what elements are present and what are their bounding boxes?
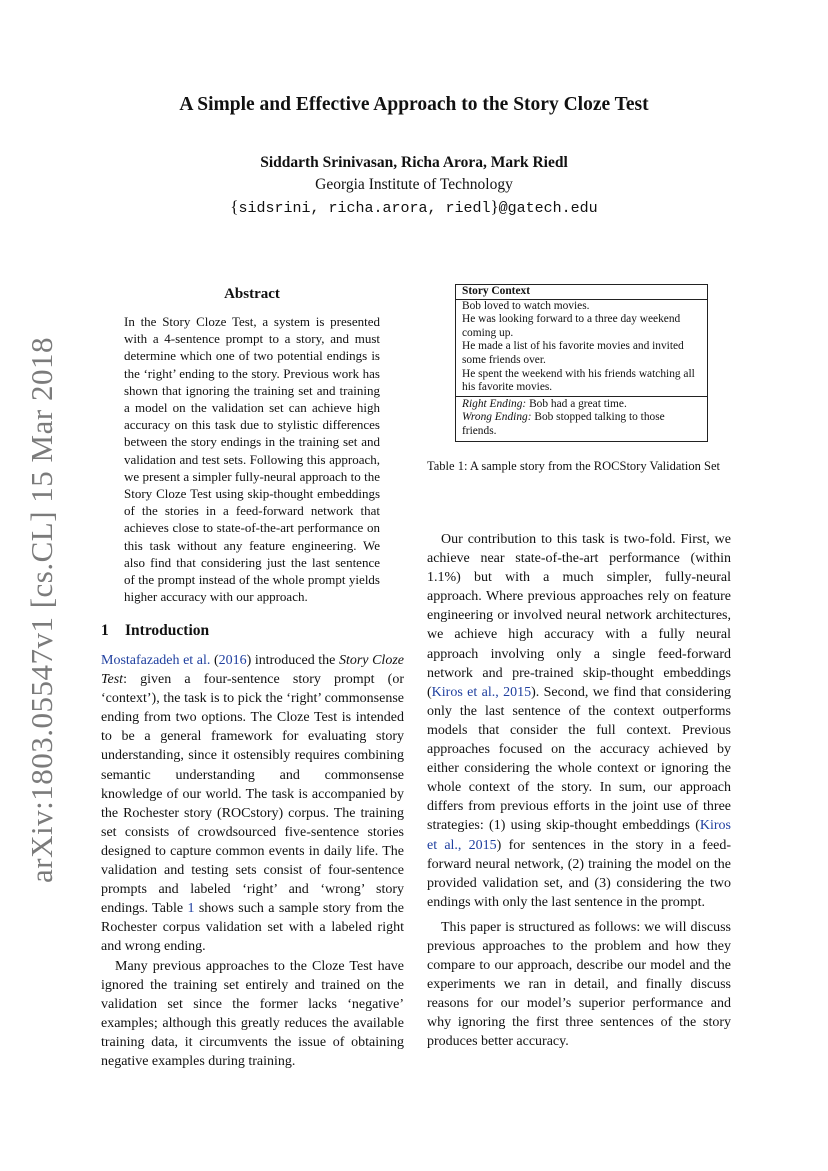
context-line: He spent the weekend with his friends watching all his favorite movies. — [462, 367, 695, 394]
story-table — [455, 284, 708, 442]
intro-paragraph-1 — [101, 651, 404, 957]
table-reference-link[interactable]: 1 — [187, 901, 195, 917]
right-ending — [462, 398, 701, 412]
arxiv-stamp — [17, 337, 67, 883]
context-line: He made a list of his favorite movies and invited some friends over. — [462, 340, 684, 366]
structure-paragraph: This paper is structured as follows: we will discuss previous approaches to the problem and how they compare to our approach, describe our model and the experiments we ran in detail, and finally discuss reasons for our model’s superior performance and why ignoring the first three sentences of the story produces better accuracy. — [427, 919, 731, 1050]
citation-link[interactable]: Kiros et al., 2015 — [431, 684, 532, 700]
intro-text-a: : given a four-sentence story prompt (or ‘context’), the task is to pick the ‘right’ commonsense ending from two options. The Cloze Test is intended to be a general framework for evaluating story understanding, since it ostensibly requires combining semantic understanding and commonsense knowledge of our world. The task is accompanied by the Rochester story (ROCstory) corpus. The training set consists of crowdsourced five-sentence stories designed to capture common events in daily life. The validation and testing sets consist of four-sentence prompts and labeled ‘right’ and ‘wrong’ story endings. Table — [101, 672, 404, 917]
context-line: He was looking forward to a three day weekend coming up. — [462, 313, 681, 339]
left-column-body — [101, 651, 404, 1071]
section-number: 1 — [101, 622, 109, 639]
section-title: Introduction — [125, 622, 210, 639]
email-brace-open: { — [230, 197, 239, 216]
right-column-body — [427, 530, 731, 1052]
contribution-text-a: Our contribution to this task is two-fold. First, we achieve near state-of-the-art performance (within 1.1%) but with a much simpler, fully-neural approach. Where previous approaches rely on feature engineering or involved neural network architectures, we achieve high accuracy with a fully neural approach involving only a single feed-forward network and pre-trained skip-thought embeddings ( — [427, 532, 731, 700]
wrong-ending — [462, 411, 701, 438]
paper-title: A Simple and Effective Approach to the Story Cloze Test — [179, 94, 649, 115]
story-context-cell — [456, 300, 707, 397]
affiliation: Georgia Institute of Technology — [315, 176, 513, 193]
cite-paren-close: ) introduced the — [246, 653, 339, 668]
abstract-heading: Abstract — [224, 286, 280, 302]
email-domain: @gatech.edu — [498, 200, 598, 217]
arxiv-stamp-text: arXiv:1803.05547v1 [cs.CL] 15 Mar 2018 — [24, 337, 59, 883]
email-names: sidsrini, richa.arora, riedl — [238, 200, 491, 217]
citation-link[interactable]: Mostafazadeh et al. — [101, 653, 211, 668]
intro-paragraph-2: Many previous approaches to the Cloze Test have ignored the training set entirely and trained on the validation set since the former lacks ‘negative’ examples; although this greatly reduces the available training data, it circumvents the issue of obtaining negative examples during training. — [101, 958, 404, 1069]
table-header: Story Context — [456, 285, 707, 300]
right-ending-label: Right Ending: — [462, 397, 527, 410]
email-line — [0, 197, 828, 217]
citation-year-link[interactable]: 2016 — [218, 653, 247, 668]
contribution-text-c: ) for sentences in the story in a feed-forward neural network, (2) training the model on the provided validation set, and (3) considering the two endings with only the last sentence in the prompt. — [427, 837, 731, 910]
right-ending-text: Bob had a great time. — [526, 397, 627, 410]
intro-text-b: shows such a sample story from the Rochester corpus validation set with a labeled right and wrong ending. — [101, 901, 404, 955]
email-brace-close: } — [490, 197, 499, 216]
contribution-text-b: ). Second, we find that considering only the last sentence of the context outperforms models that consider the full context. Previous approaches focused on the accuracy achieved by either considering the whole context or ignoring the whole context of the story. In sum, our approach differs from previous efforts in the joint use of three strategies: (1) using skip-thought embeddings ( — [427, 684, 731, 834]
context-line: Bob loved to watch movies. — [462, 299, 590, 312]
citation-link[interactable]: Kiros et al., 2015 — [427, 818, 731, 853]
contribution-paragraph — [427, 530, 731, 912]
wrong-ending-text: Bob stopped talking to those friends. — [462, 411, 665, 437]
task-name: Story Cloze Test — [101, 653, 404, 688]
section-heading — [101, 622, 209, 640]
table-caption: Table 1: A sample story from the ROCStory Validation Set — [427, 459, 720, 473]
wrong-ending-label: Wrong Ending: — [462, 411, 532, 424]
author-list: Siddarth Srinivasan, Richa Arora, Mark Riedl — [260, 154, 568, 171]
endings-cell — [456, 397, 707, 441]
abstract-body: In the Story Cloze Test, a system is presented with a 4-sentence prompt to a story, and must determine which one of two potential endings is the ‘right’ ending to the story. Previous work has shown that ignoring the training set and training a model on the validation set can achieve high accuracy on this task due to stylistic differences between the story endings in the training set and validation and test sets. Following this approach, we present a simpler fully-neural approach to the Story Cloze Test using skip-thought embeddings of the stories in a feed-forward network that achieves close to state-of-the-art performance on this task without any feature engineering. We also find that considering just the last sentence of the prompt instead of the whole prompt yields higher accuracy with our approach. — [124, 314, 380, 605]
cite-paren-open: ( — [210, 653, 219, 668]
